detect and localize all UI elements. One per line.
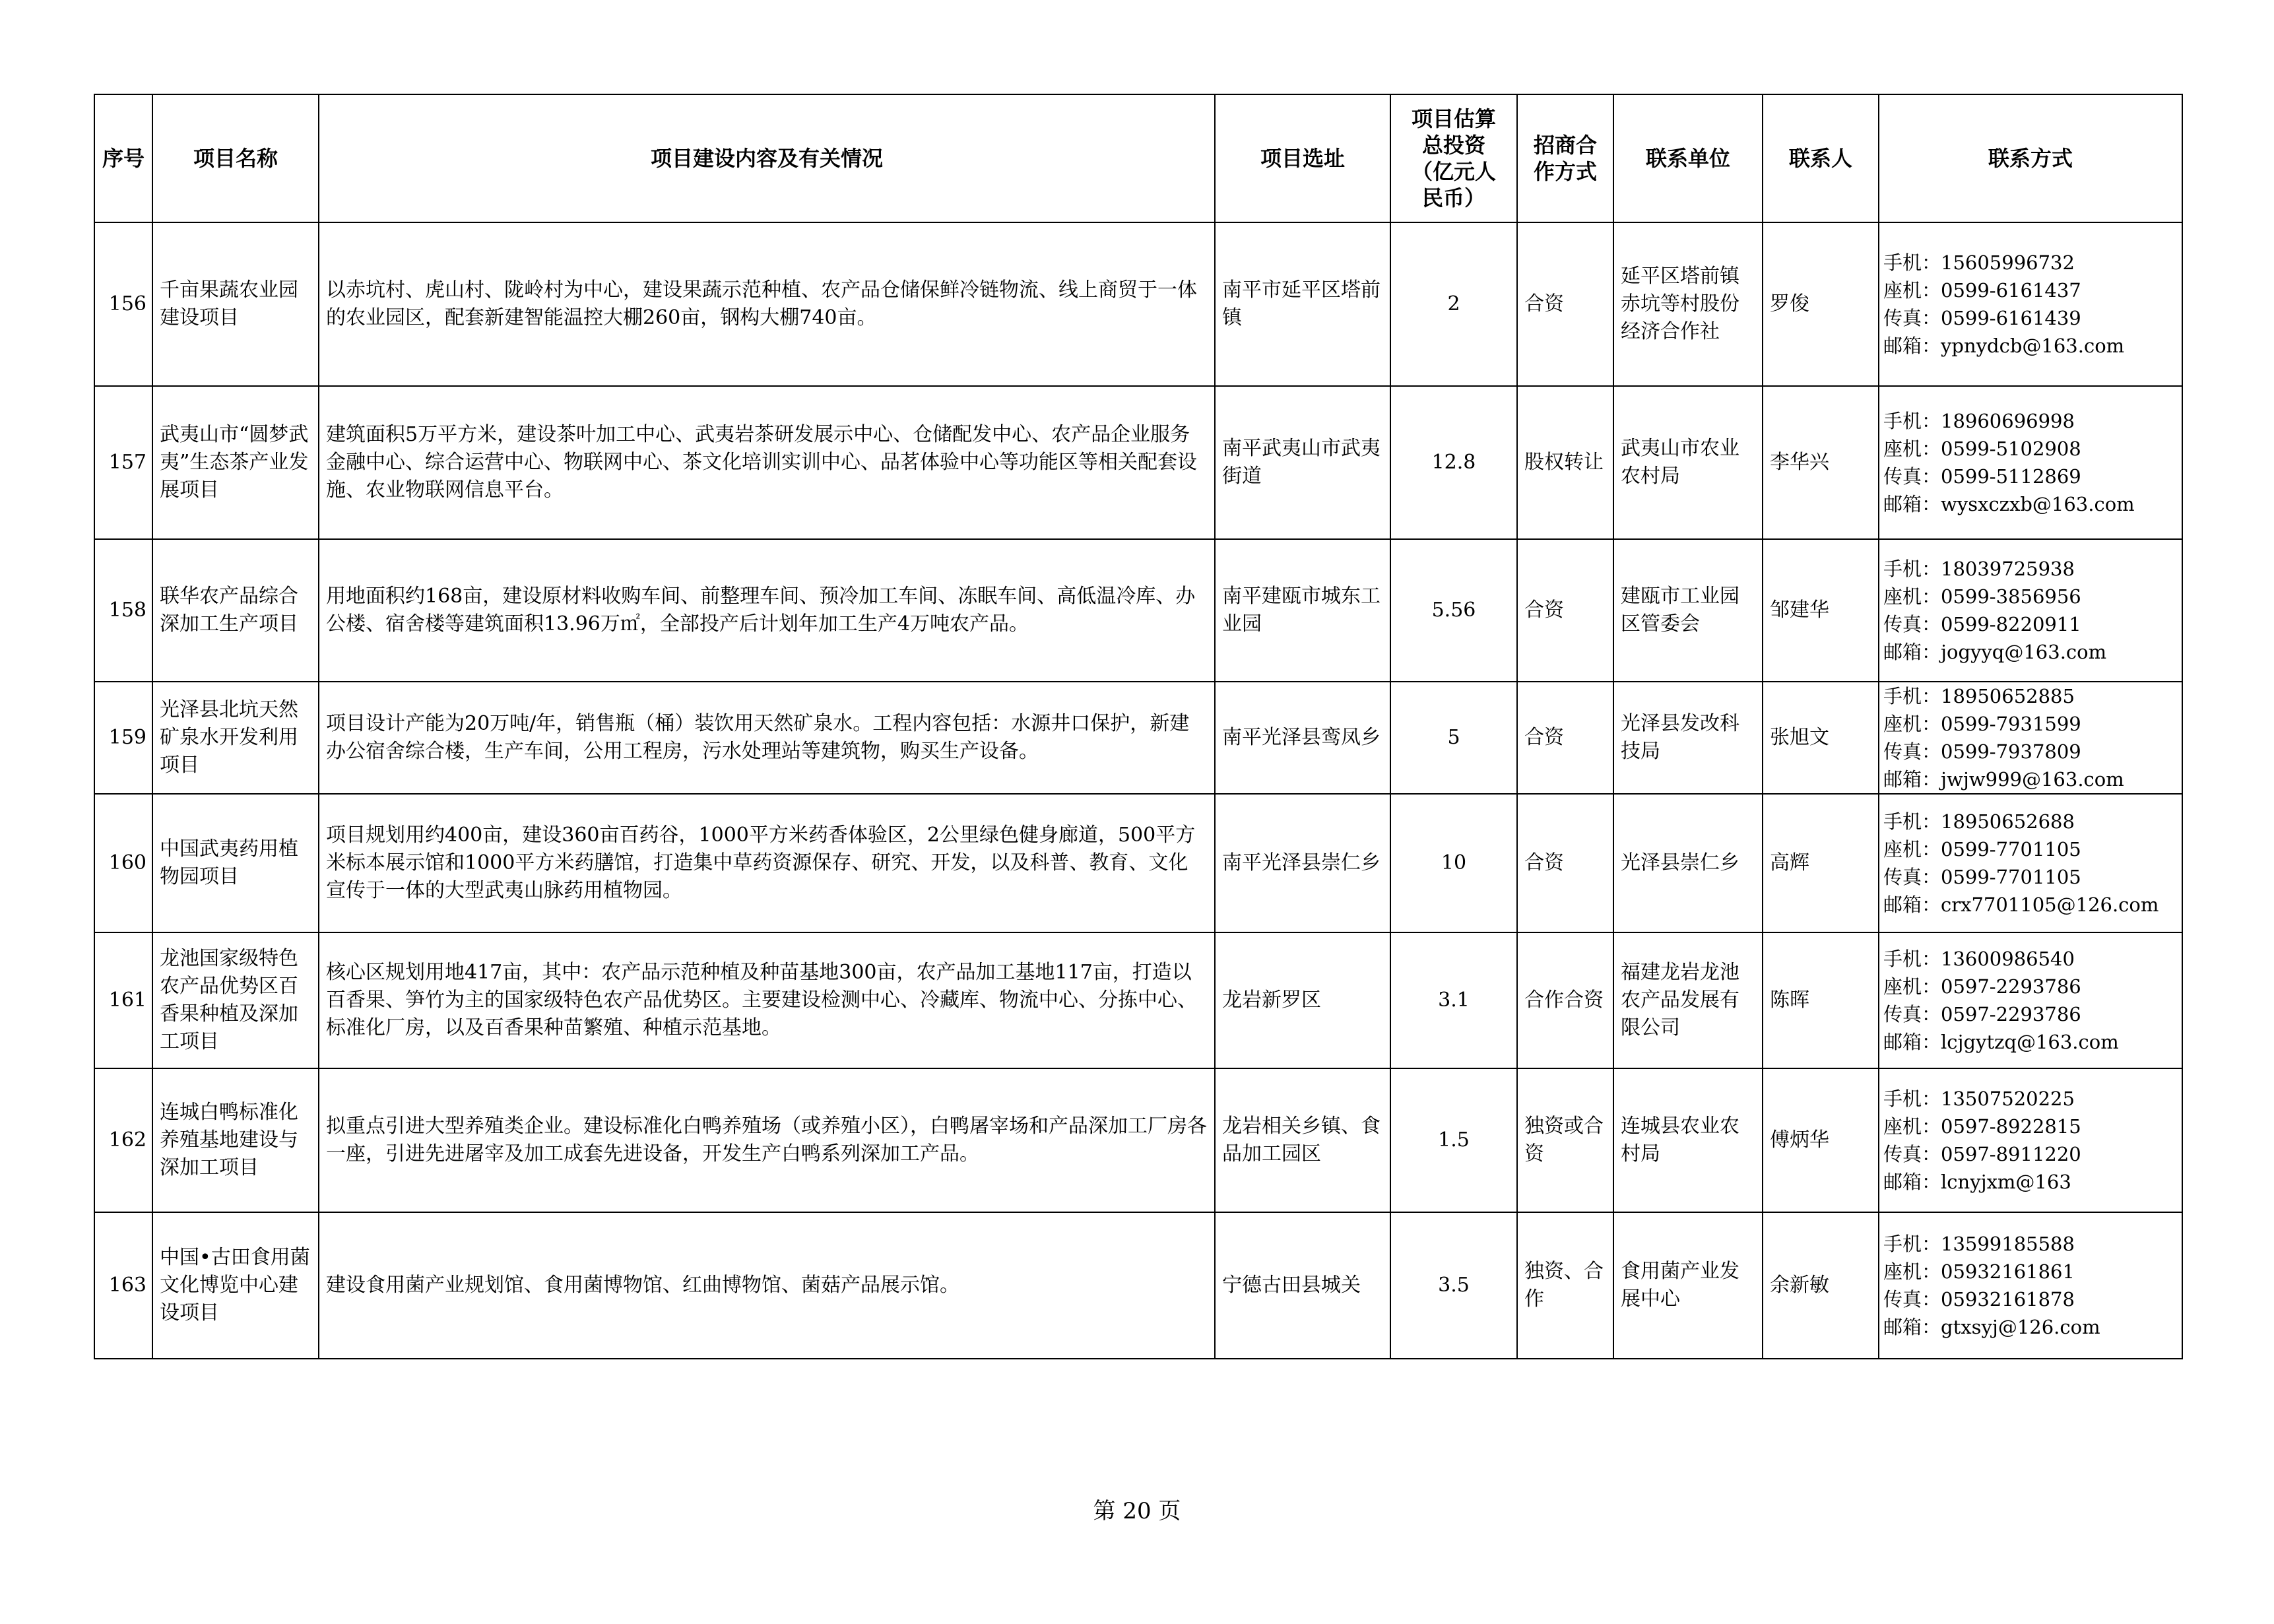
cell-name: 武夷山市“圆梦武夷”生态茶产业发展项目 <box>152 386 319 539</box>
cell-investment: 12.8 <box>1390 386 1517 539</box>
cell-investment: 5 <box>1390 682 1517 794</box>
cell-site: 南平光泽县鸾凤乡 <box>1215 682 1390 794</box>
cell-name: 中国武夷药用植物园项目 <box>152 794 319 932</box>
contact-email: 邮箱：crx7701105@126.com <box>1883 893 2159 916</box>
table-row <box>94 1212 2182 1359</box>
cell-name: 千亩果蔬农业园建设项目 <box>152 222 319 386</box>
contact-email: 邮箱：jwjw999@163.com <box>1883 768 2124 791</box>
cell-no: 158 <box>94 539 152 682</box>
cell-unit: 光泽县发改科技局 <box>1613 682 1763 794</box>
cell-person: 邹建华 <box>1763 539 1879 682</box>
cell-person: 李华兴 <box>1763 386 1879 539</box>
table-row <box>94 932 2182 1068</box>
contact-email: 邮箱：ypnydcb@163.com <box>1883 335 2125 357</box>
cell-no: 159 <box>94 682 152 794</box>
contact-fax: 传真：0599-7701105 <box>1883 866 2081 888</box>
header-investment-line: （亿元人 <box>1411 159 1496 184</box>
cell-content: 建筑面积5万平方米，建设茶叶加工中心、武夷岩茶研发展示中心、仓储配发中心、农产品企业服务金融中心、综合运营中心、物联网中心、茶文化培训实训中心、品茗体验中心等功能区等相关配套设施、农业物联网信息平台。 <box>319 386 1215 539</box>
header-content: 项目建设内容及有关情况 <box>319 94 1215 222</box>
cell-no: 157 <box>94 386 152 539</box>
contact-fax: 传真：0599-7937809 <box>1883 740 2081 763</box>
cell-site: 宁德古田县城关 <box>1215 1212 1390 1359</box>
contact-mobile: 手机：15605996732 <box>1883 251 2075 274</box>
cell-unit: 武夷山市农业农村局 <box>1613 386 1763 539</box>
header-site: 项目选址 <box>1215 94 1390 222</box>
cell-mode: 合资 <box>1517 682 1613 794</box>
cell-mode: 合作合资 <box>1517 932 1613 1068</box>
table-row <box>94 539 2182 682</box>
contact-phone: 座机：0599-7701105 <box>1883 838 2081 861</box>
cell-person: 张旭文 <box>1763 682 1879 794</box>
contact-email: 邮箱：gtxsyj@126.com <box>1883 1316 2100 1338</box>
table-row <box>94 682 2182 794</box>
cell-site: 南平武夷山市武夷街道 <box>1215 386 1390 539</box>
cell-contact <box>1879 1068 2182 1212</box>
cell-mode: 股权转让 <box>1517 386 1613 539</box>
cell-unit: 连城县农业农村局 <box>1613 1068 1763 1212</box>
contact-email: 邮箱：jogyyq@163.com <box>1883 641 2107 663</box>
contact-mobile: 手机：18039725938 <box>1883 558 2075 580</box>
contact-mobile: 手机：13599185588 <box>1883 1233 2075 1255</box>
contact-fax: 传真：0597-8911220 <box>1883 1143 2081 1165</box>
cell-investment: 5.56 <box>1390 539 1517 682</box>
contact-email: 邮箱：lcjgytzq@163.com <box>1883 1031 2119 1053</box>
cell-site: 南平光泽县崇仁乡 <box>1215 794 1390 932</box>
cell-unit: 食用菌产业发展中心 <box>1613 1212 1763 1359</box>
cell-investment: 2 <box>1390 222 1517 386</box>
contact-fax: 传真：0599-8220911 <box>1883 613 2081 635</box>
cell-contact <box>1879 1212 2182 1359</box>
header-no: 序号 <box>94 94 152 222</box>
header-investment-line: 民币） <box>1421 185 1485 211</box>
cell-content: 核心区规划用地417亩，其中：农产品示范种植及种苗基地300亩，农产品加工基地117亩，打造以百香果、笋竹为主的国家级特色农产品优势区。主要建设检测中心、冷藏库、物流中心、分拣中心、标准化厂房，以及百香果种苗繁殖、种植示范基地。 <box>319 932 1215 1068</box>
cell-name: 光泽县北坑天然矿泉水开发利用项目 <box>152 682 319 794</box>
contact-mobile: 手机：18950652885 <box>1883 685 2075 707</box>
cell-contact <box>1879 932 2182 1068</box>
cell-person: 陈晖 <box>1763 932 1879 1068</box>
cell-contact <box>1879 222 2182 386</box>
contact-fax: 传真：05932161878 <box>1883 1288 2075 1311</box>
header-name: 项目名称 <box>152 94 319 222</box>
cell-investment: 3.1 <box>1390 932 1517 1068</box>
cell-content: 项目设计产能为20万吨/年，销售瓶（桶）装饮用天然矿泉水。工程内容包括：水源井口保护，新建办公宿舍综合楼，生产车间，公用工程房，污水处理站等建筑物，购买生产设备。 <box>319 682 1215 794</box>
contact-fax: 传真：0599-6161439 <box>1883 307 2081 329</box>
cell-mode: 独资或合资 <box>1517 1068 1613 1212</box>
cell-mode: 独资、合作 <box>1517 1212 1613 1359</box>
cell-no: 162 <box>94 1068 152 1212</box>
contact-mobile: 手机：18960696998 <box>1883 410 2075 432</box>
cell-content: 以赤坑村、虎山村、陇岭村为中心，建设果蔬示范种植、农产品仓储保鲜冷链物流、线上商贸于一体的农业园区，配套新建智能温控大棚260亩，钢构大棚740亩。 <box>319 222 1215 386</box>
cell-name: 连城白鸭标准化养殖基地建设与深加工项目 <box>152 1068 319 1212</box>
contact-mobile: 手机：13600986540 <box>1883 948 2075 970</box>
cell-contact <box>1879 539 2182 682</box>
contact-phone: 座机：0599-6161437 <box>1883 279 2081 302</box>
cell-site: 南平建瓯市城东工业园 <box>1215 539 1390 682</box>
cell-person: 罗俊 <box>1763 222 1879 386</box>
contact-email: 邮箱：wysxczxb@163.com <box>1883 493 2135 515</box>
cell-unit: 延平区塔前镇赤坑等村股份经济合作社 <box>1613 222 1763 386</box>
cell-contact <box>1879 682 2182 794</box>
contact-phone: 座机：0599-7931599 <box>1883 713 2081 735</box>
cell-content: 拟重点引进大型养殖类企业。建设标准化白鸭养殖场（或养殖小区），白鸭屠宰场和产品深加工厂房各一座，引进先进屠宰及加工成套先进设备，开发生产白鸭系列深加工产品。 <box>319 1068 1215 1212</box>
cell-person: 高辉 <box>1763 794 1879 932</box>
cell-content: 建设食用菌产业规划馆、食用菌博物馆、红曲博物馆、菌菇产品展示馆。 <box>319 1212 1215 1359</box>
contact-phone: 座机：0597-8922815 <box>1883 1115 2081 1138</box>
cell-name: 中国•古田食用菌文化博览中心建设项目 <box>152 1212 319 1359</box>
cell-name: 联华农产品综合深加工生产项目 <box>152 539 319 682</box>
contact-phone: 座机：0599-3856956 <box>1883 585 2081 608</box>
header-person: 联系人 <box>1763 94 1879 222</box>
cell-contact <box>1879 386 2182 539</box>
cell-mode: 合资 <box>1517 222 1613 386</box>
cell-person: 傅炳华 <box>1763 1068 1879 1212</box>
cell-investment: 3.5 <box>1390 1212 1517 1359</box>
cell-no: 163 <box>94 1212 152 1359</box>
contact-fax: 传真：0599-5112869 <box>1883 465 2081 488</box>
header-investment-line: 总投资 <box>1421 133 1485 158</box>
cell-investment: 10 <box>1390 794 1517 932</box>
header-contact: 联系方式 <box>1879 94 2182 222</box>
cell-site: 龙岩新罗区 <box>1215 932 1390 1068</box>
cell-investment: 1.5 <box>1390 1068 1517 1212</box>
cell-mode: 合资 <box>1517 794 1613 932</box>
page-number: 第 20 页 <box>1093 1498 1181 1524</box>
cell-unit: 光泽县崇仁乡 <box>1613 794 1763 932</box>
table-row <box>94 1068 2182 1212</box>
cell-content: 项目规划用约400亩，建设360亩百药谷，1000平方米药香体验区，2公里绿色健身廊道，500平方米标本展示馆和1000平方米药膳馆，打造集中草药资源保存、研究、开发，以及科普、教育、文化宣传于一体的大型武夷山脉药用植物园。 <box>319 794 1215 932</box>
cell-unit: 福建龙岩龙池农产品发展有限公司 <box>1613 932 1763 1068</box>
table-row <box>94 386 2182 539</box>
contact-mobile: 手机：13507520225 <box>1883 1088 2075 1110</box>
header-mode-line: 作方式 <box>1533 159 1597 184</box>
header-investment <box>1390 94 1517 222</box>
cell-contact <box>1879 794 2182 932</box>
contact-phone: 座机：0597-2293786 <box>1883 975 2081 998</box>
cell-site: 南平市延平区塔前镇 <box>1215 222 1390 386</box>
contact-mobile: 手机：18950652688 <box>1883 810 2075 833</box>
cell-unit: 建瓯市工业园区管委会 <box>1613 539 1763 682</box>
table-row <box>94 794 2182 932</box>
header-investment-line: 项目估算 <box>1411 106 1496 131</box>
cell-no: 161 <box>94 932 152 1068</box>
contact-phone: 座机：0599-5102908 <box>1883 438 2081 460</box>
header-mode <box>1517 94 1613 222</box>
cell-no: 156 <box>94 222 152 386</box>
contact-phone: 座机：05932161861 <box>1883 1260 2075 1283</box>
table-header-row <box>94 94 2182 222</box>
cell-person: 余新敏 <box>1763 1212 1879 1359</box>
cell-no: 160 <box>94 794 152 932</box>
cell-site: 龙岩相关乡镇、食品加工园区 <box>1215 1068 1390 1212</box>
contact-fax: 传真：0597-2293786 <box>1883 1003 2081 1025</box>
cell-name: 龙池国家级特色农产品优势区百香果种植及深加工项目 <box>152 932 319 1068</box>
header-mode-line: 招商合 <box>1533 133 1597 158</box>
header-unit: 联系单位 <box>1613 94 1763 222</box>
cell-mode: 合资 <box>1517 539 1613 682</box>
contact-email: 邮箱：lcnyjxm@163 <box>1883 1171 2071 1193</box>
table-row <box>94 222 2182 386</box>
project-table <box>94 94 2183 1359</box>
cell-content: 用地面积约168亩，建设原材料收购车间、前整理车间、预冷加工车间、冻眠车间、高低温冷库、办公楼、宿舍楼等建筑面积13.96万㎡，全部投产后计划年加工生产4万吨农产品。 <box>319 539 1215 682</box>
